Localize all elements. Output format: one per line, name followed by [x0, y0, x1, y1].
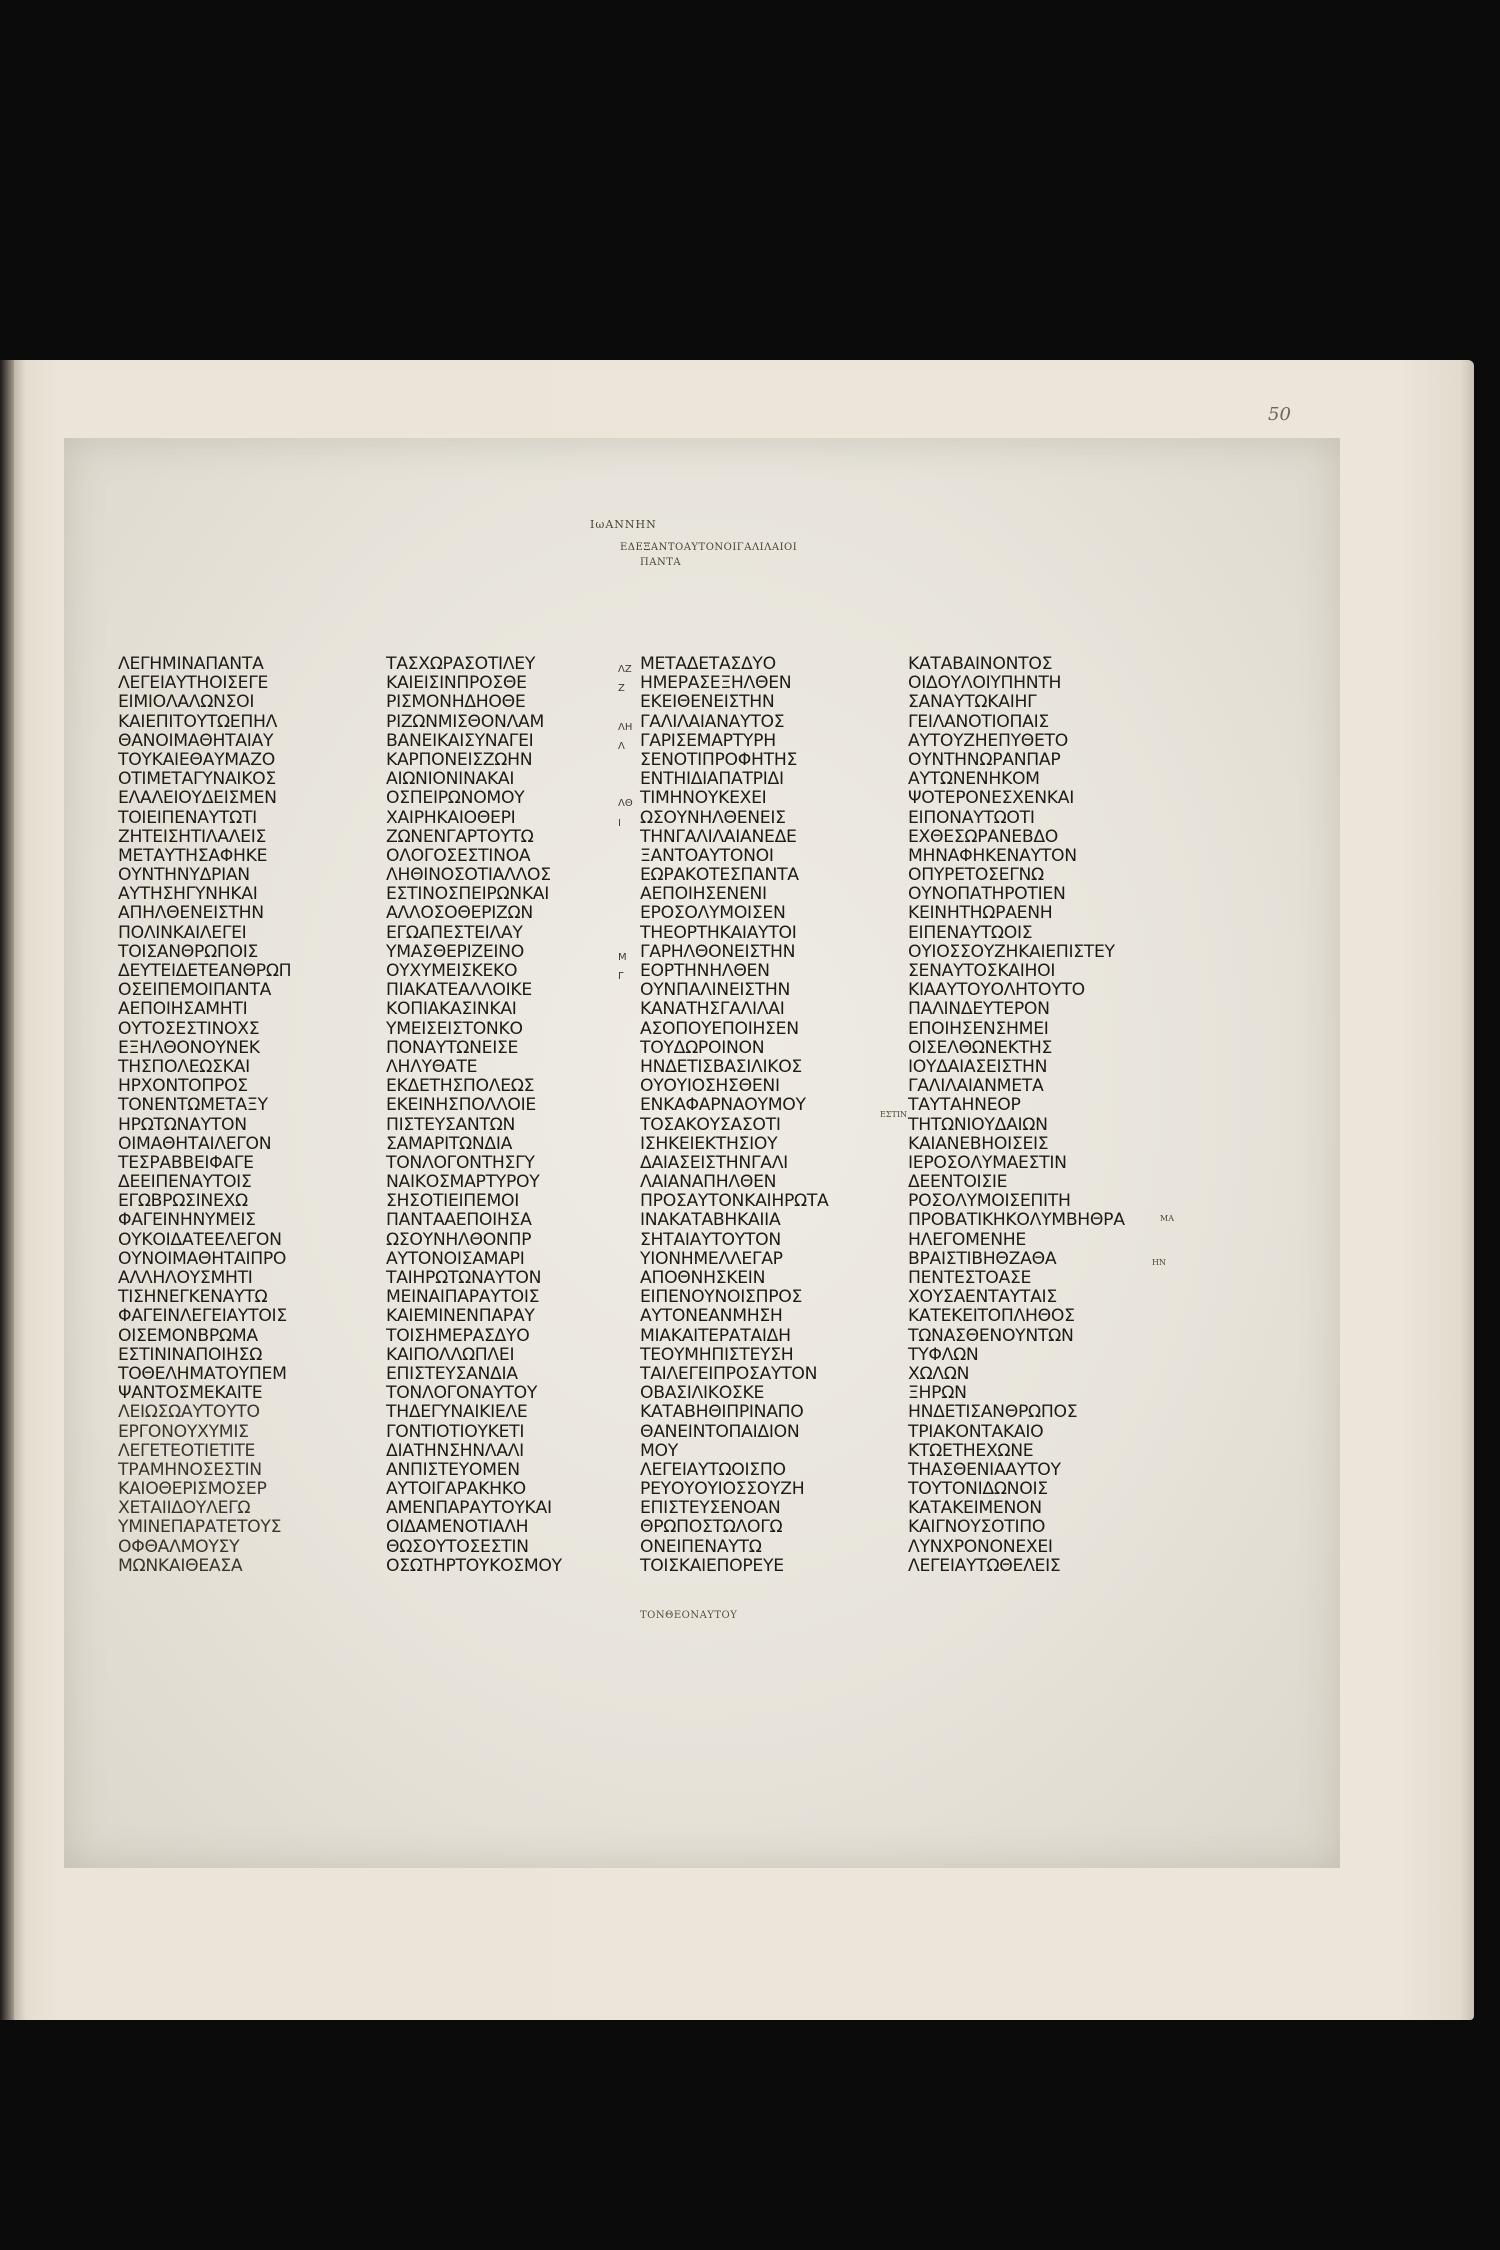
manuscript-line: ΧΩΛΩΝ — [908, 1363, 970, 1384]
marginal-note: ΕΣΤΙΝ — [880, 1110, 907, 1119]
manuscript-line: ΖΗΤΕΙΣΗΤΙΛΑΛΕΙΣ — [118, 826, 267, 847]
manuscript-line: ΛΑΙΑΝΑΠΗΛΘΕΝ — [640, 1172, 777, 1193]
manuscript-line: ΜΩΝΚΑΙΘΕΑΣΑ — [118, 1555, 243, 1576]
section-number-mark: Μ — [618, 952, 627, 963]
manuscript-line: ΩΣΟΥΝΗΛΘΕΝΕΙΣ — [640, 807, 786, 828]
manuscript-line: ΤΟΙΕΙΠΕΝΑΥΤΩΤΙ — [118, 807, 257, 828]
manuscript-line: ΚΑΙΕΜΙΝΕΝΠΑΡΑΥ — [386, 1306, 535, 1327]
manuscript-line: ΕΙΠΕΝΟΥΝΟΙΣΠΡΟΣ — [640, 1287, 803, 1308]
manuscript-line: ΜΟΥ — [640, 1440, 678, 1461]
manuscript-line: ΡΙΖΩΝΜΙΣΘΟΝΛΑΜ — [386, 711, 545, 732]
manuscript-line: ΓΑΛΙΛΑΙΑΝΑΥΤΟΣ — [640, 711, 785, 732]
section-number-mark: Ζ — [618, 683, 625, 695]
manuscript-line: ΣΕΝΟΤΙΠΡΟΦΗΤΗΣ — [640, 749, 798, 770]
manuscript-line: ΕΩΡΑΚΟΤΕΣΠΑΝΤΑ — [640, 865, 799, 886]
manuscript-line: ΟΛΟΓΟΣΕΣΤΙΝΟΑ — [386, 845, 531, 866]
manuscript-line: ΕΓΩΑΠΕΣΤΕΙΛΑΥ — [386, 922, 523, 943]
manuscript-line: ΕΟΡΤΗΝΗΛΘΕΝ — [640, 961, 770, 981]
manuscript-line: ΕΞΗΛΘΟΝΟΥΝΕΚ — [118, 1037, 260, 1058]
manuscript-line: ΙΝΑΚΑΤΑΒΗΚΑΙΙΑ — [640, 1210, 781, 1231]
manuscript-line: ΘΡΩΠΟΣΤΩΛΟΓΩ — [640, 1517, 783, 1538]
manuscript-line: ΓΕΙΛΑΝΟΤΙΟΠΑΙΣ — [908, 711, 1049, 732]
manuscript-line: ΗΝΔΕΤΙΣΑΝΘΡΩΠΟΣ — [908, 1402, 1078, 1423]
manuscript-line: ΛΗΘΙΝΟΣΟΤΙΑΛΛΟΣ — [386, 865, 551, 886]
manuscript-line: ΚΑΙΕΙΣΙΝΠΡΟΣΘΕ — [386, 673, 527, 694]
manuscript-line: ΦΑΓΕΙΝΛΕΓΕΙΑΥΤΟΙΣ — [118, 1306, 287, 1327]
manuscript-line: ΕΡΓΟΝΟΥΧΥΜΙΣ — [118, 1421, 249, 1442]
manuscript-line: ΘΑΝΕΙΝΤΟΠΑΙΔΙΟΝ — [640, 1421, 800, 1442]
manuscript-line: ΙΣΗΚΕΙΕΚΤΗΣΙΟΥ — [640, 1133, 778, 1154]
manuscript-line: ΧΑΙΡΗΚΑΙΟΘΕΡΙ — [386, 807, 516, 828]
manuscript-line: ΣΗΤΑΙΑΥΤΟΥΤΟΝ — [640, 1229, 781, 1250]
manuscript-line: ΔΕΥΤΕΙΔΕΤΕΑΝΘΡΩΠ — [118, 961, 292, 981]
manuscript-line: ΚΑΙΟΘΕΡΙΣΜΟΣΕΡ — [118, 1479, 267, 1500]
manuscript-line: ΟΙΣΕΛΘΩΝΕΚΤΗΣ — [908, 1037, 1053, 1058]
section-number-mark: ΛΗ — [618, 721, 633, 733]
section-number-mark: ΛΘ — [618, 798, 633, 810]
manuscript-line: ΞΑΝΤΟΑΥΤΟΝΟΙ — [640, 845, 774, 866]
manuscript-line: ΕΛΑΛΕΙΟΥΔΕΙΣΜΕΝ — [118, 788, 277, 809]
manuscript-line: ΤΕΣΡΑΒΒΕΙΦΑΓΕ — [118, 1152, 254, 1173]
manuscript-line: ΤΟΣΑΚΟΥΣΑΣΟΤΙ — [640, 1114, 781, 1135]
manuscript-line: ΤΗΑΣΘΕΝΙΑΑΥΤΟΥ — [908, 1459, 1061, 1480]
manuscript-line: ΤΑΥΤΑΗΝΕΟΡ — [908, 1095, 1021, 1116]
manuscript-line: ΑΥΤΗΣΗΓΥΝΗΚΑΙ — [118, 884, 258, 905]
text-column-1 — [118, 655, 358, 1576]
manuscript-line: ΟΒΑΣΙΛΙΚΟΣΚΕ — [640, 1383, 765, 1404]
manuscript-line: ΤΟΝΕΝΤΩΜΕΤΑΞΥ — [118, 1095, 268, 1116]
manuscript-line: ΑΝΠΙΣΤΕΥΟΜΕΝ — [386, 1459, 520, 1480]
manuscript-line: ΟΥΚΟΙΔΑΤΕΕΛΕΓΟΝ — [118, 1229, 282, 1250]
manuscript-line: ΟΥΤΟΣΕΣΤΙΝΟΧΣ — [118, 1018, 260, 1039]
marginal-note: ΜΑ — [1160, 1214, 1174, 1223]
manuscript-line: ΚΟΠΙΑΚΑΣΙΝΚΑΙ — [386, 999, 517, 1020]
manuscript-line: ΤΟΝΛΟΓΟΝΤΗΣΓΥ — [386, 1152, 535, 1173]
manuscript-line: ΑΜΕΝΠΑΡΑΥΤΟΥΚΑΙ — [386, 1498, 552, 1519]
manuscript-line: ΑΛΛΗΛΟΥΣΜΗΤΙ — [118, 1268, 253, 1288]
manuscript-line: ΑΥΤΟΥΖΗΕΠΥΘΕΤΟ — [908, 730, 1068, 751]
manuscript-line: ΓΟΝΤΙΟΤΙΟΥΚΕΤΙ — [386, 1421, 525, 1442]
manuscript-line: ΚΑΙΕΠΙΤΟΥΤΩΕΠΗΛ — [118, 711, 278, 732]
manuscript-line: ΤΟΝΛΟΓΟΝΑΥΤΟΥ — [386, 1383, 538, 1404]
manuscript-line: ΦΑΓΕΙΝΗΝΥΜΕΙΣ — [118, 1210, 256, 1231]
section-number-mark: Λ — [618, 740, 625, 752]
manuscript-line: ΠΡΟΣΑΥΤΟΝΚΑΙΗΡΩΤΑ — [640, 1191, 829, 1212]
manuscript-line: ΤΟΥΚΑΙΕΘΑΥΜΑΖΟ — [118, 749, 275, 770]
manuscript-line: ΤΟΥΔΩΡΟΙΝΟΝ — [640, 1037, 765, 1058]
manuscript-line: ΒΡΑΙΣΤΙΒΗΘΖΑΘΑ — [908, 1248, 1057, 1269]
manuscript-line: ΤΥΦΛΩΝ — [908, 1344, 979, 1365]
manuscript-line: ΚΤΩΕΤΗΕΧΩΝΕ — [908, 1440, 1034, 1461]
manuscript-line: ΕΡΟΣΟΛΥΜΟΙΣΕΝ — [640, 903, 786, 924]
manuscript-line: ΟΥΟΥΙΟΣΗΣΘΕΝΙ — [640, 1076, 780, 1097]
manuscript-line: ΒΑΝΕΙΚΑΙΣΥΝΑΓΕΙ — [386, 730, 534, 751]
manuscript-line: ΣΕΝΑΥΤΟΣΚΑΙΗΟΙ — [908, 961, 1056, 981]
manuscript-line: ΕΝΚΑΦΑΡΝΑΟΥΜΟΥ — [640, 1095, 806, 1116]
manuscript-line: ΠΟΝΑΥΤΩΝΕΙΣΕ — [386, 1037, 519, 1058]
manuscript-line: ΜΕΙΝΑΙΠΑΡΑΥΤΟΙΣ — [386, 1287, 540, 1308]
manuscript-line: ΟΥΙΟΣΣΟΥΖΗΚΑΙΕΠΙΣΤΕΥ — [908, 941, 1115, 962]
page-number: 50 — [1268, 404, 1291, 425]
manuscript-line: ΛΕΓΕΙΑΥΤΩΘΕΛΕΙΣ — [908, 1555, 1061, 1576]
manuscript-line: ΜΕΤΑΔΕΤΑΣΔΥΟ — [640, 654, 776, 674]
manuscript-line: ΘΩΣΟΥΤΟΣΕΣΤΙΝ — [386, 1536, 529, 1557]
manuscript-line: ΛΕΓΕΤΕΟΤΙΕΤΙΤΕ — [118, 1440, 256, 1461]
manuscript-line: ΑΥΤΟΙΓΑΡΑΚΗΚΟ — [386, 1479, 526, 1500]
manuscript-line: ΤΟΙΣΗΜΕΡΑΣΔΥΟ — [386, 1325, 530, 1346]
manuscript-line: ΟΥΝΠΑΛΙΝΕΙΣΤΗΝ — [640, 980, 791, 1001]
manuscript-line: ΜΙΑΚΑΙΤΕΡΑΤΑΙΔΗ — [640, 1325, 791, 1346]
manuscript-line: ΛΗΛΥΘΑΤΕ — [386, 1056, 478, 1077]
section-number-mark: ΛΖ — [618, 664, 632, 675]
manuscript-line: ΓΑΡΗΛΘΟΝΕΙΣΤΗΝ — [640, 941, 796, 962]
manuscript-line: ΕΙΠΕΝΑΥΤΩΟΙΣ — [908, 922, 1033, 943]
manuscript-line: ΔΑΙΑΣΕΙΣΤΗΝΓΑΛΙ — [640, 1152, 788, 1173]
manuscript-line: ΕΣΤΙΝΟΣΠΕΙΡΩΝΚΑΙ — [386, 884, 550, 905]
manuscript-line: ΟΣΠΕΙΡΩΝΟΜΟΥ — [386, 788, 525, 809]
manuscript-line: ΟΥΝΟΙΜΑΘΗΤΑΙΠΡΟ — [118, 1248, 287, 1269]
manuscript-line: ΙΕΡΟΣΟΛΥΜΑΕΣΤΙΝ — [908, 1152, 1067, 1173]
manuscript-line: ΕΠΙΣΤΕΥΣΑΝΔΙΑ — [386, 1363, 518, 1384]
manuscript-line: ΕΙΜΙΟΛΑΛΩΝΣΟΙ — [118, 692, 255, 713]
manuscript-line: ΠΡΟΒΑΤΙΚΗΚΟΛΥΜΒΗΘΡΑ — [908, 1210, 1125, 1231]
manuscript-line: ΚΙΑΑΥΤΟΥΟΛΗΤΟΥΤΟ — [908, 980, 1085, 1001]
manuscript-line: ΚΑΡΠΟΝΕΙΣΖΩΗΝ — [386, 749, 533, 770]
manuscript-line: ΕΙΠΟΝΑΥΤΩΟΤΙ — [908, 807, 1035, 828]
manuscript-line: ΠΟΛΙΝΚΑΙΛΕΓΕΙ — [118, 922, 247, 943]
section-number-mark: Γ — [618, 971, 624, 983]
manuscript-line: ΤΡΙΑΚΟΝΤΑΚΑΙΟ — [908, 1421, 1044, 1442]
marginal-correction-top — [620, 540, 880, 570]
manuscript-line: ΚΑΤΕΚΕΙΤΟΠΛΗΘΟΣ — [908, 1306, 1075, 1327]
manuscript-line: ΟΥΝΟΠΑΤΗΡΟΤΙΕΝ — [908, 884, 1066, 905]
manuscript-line: ΛΥΝΧΡΟΝΟΝΕΧΕΙ — [908, 1536, 1053, 1557]
manuscript-line: ΠΕΝΤΕΣΤΟΑΣΕ — [908, 1268, 1032, 1288]
manuscript-line: ΚΑΙΓΝΟΥΣΟΤΙΠΟ — [908, 1517, 1046, 1538]
manuscript-line: ΕΧΘΕΣΩΡΑΝΕΒΔΟ — [908, 826, 1059, 847]
page-spine-edge — [0, 360, 14, 2020]
manuscript-line: ΟΙΜΑΘΗΤΑΙΛΕΓΟΝ — [118, 1133, 272, 1154]
manuscript-line: ΟΤΙΜΕΤΑΓΥΝΑΙΚΟΣ — [118, 769, 276, 790]
manuscript-line: ΤΙΜΗΝΟΥΚΕΧΕΙ — [640, 788, 767, 809]
manuscript-line: ΨΑΝΤΟΣΜΕΚΑΙΤΕ — [118, 1383, 263, 1404]
manuscript-line: ΤΡΑΜΗΝΟΣΕΣΤΙΝ — [118, 1459, 262, 1480]
manuscript-line: ΚΕΙΝΗΤΗΩΡΑΕΝΗ — [908, 903, 1053, 924]
manuscript-line: ΟΥΝΤΗΝΩΡΑΝΠΑΡ — [908, 749, 1061, 770]
manuscript-line: ΕΚΔΕΤΗΣΠΟΛΕΩΣ — [386, 1076, 535, 1097]
manuscript-line: ΟΠΥΡΕΤΟΣΕΓΝΩ — [908, 865, 1044, 886]
manuscript-line: ΞΗΡΩΝ — [908, 1383, 967, 1404]
manuscript-line: ΔΕΕΙΠΕΝΑΥΤΟΙΣ — [118, 1172, 252, 1193]
manuscript-line: ΕΝΤΗΙΔΙΑΠΑΤΡΙΔΙ — [640, 769, 784, 790]
manuscript-line: ΗΡΧΟΝΤΟΠΡΟΣ — [118, 1076, 248, 1097]
manuscript-line: ΤΑΙΗΡΩΤΩΝΑΥΤΟΝ — [386, 1268, 542, 1288]
manuscript-line: ΕΚΕΙΝΗΣΠΟΛΛΟΙΕ — [386, 1095, 536, 1116]
manuscript-line: ΥΜΙΝΕΠΑΡΑΤΕΤΟΥΣ — [118, 1517, 282, 1538]
marginal-correction-line: ΠΑΝΤΑ — [640, 557, 682, 568]
manuscript-line: ΜΗΝΑΦΗΚΕΝΑΥΤΟΝ — [908, 845, 1077, 866]
manuscript-line: ΤΑΙΛΕΓΕΙΠΡΟΣΑΥΤΟΝ — [640, 1363, 818, 1384]
manuscript-line: ΚΑΤΑΚΕΙΜΕΝΟΝ — [908, 1498, 1042, 1519]
manuscript-line: ΚΑΤΑΒΑΙΝΟΝΤΟΣ — [908, 654, 1053, 674]
manuscript-line: ΕΣΤΙΝΙΝΑΠΟΙΗΣΩ — [118, 1344, 263, 1365]
manuscript-line: ΗΡΩΤΩΝΑΥΤΟΝ — [118, 1114, 247, 1135]
manuscript-line: ΘΑΝΟΙΜΑΘΗΤΑΙΑΥ — [118, 730, 274, 751]
manuscript-line: ΚΑΤΑΒΗΘΙΠΡΙΝΑΠΟ — [640, 1402, 804, 1423]
manuscript-line: ΤΗΔΕΓΥΝΑΙΚΙΕΛΕ — [386, 1402, 528, 1423]
manuscript-line: ΡΟΣΟΛΥΜΟΙΣΕΠΙΤΗ — [908, 1191, 1071, 1212]
manuscript-line: ΟΙΣΕΜΟΝΒΡΩΜΑ — [118, 1325, 258, 1346]
marginal-note: ΗΝ — [1152, 1258, 1166, 1267]
section-number-mark: Ι — [618, 817, 621, 829]
manuscript-line: ΛΕΓΕΙΑΥΤΗΟΙΣΕΓΕ — [118, 673, 269, 694]
manuscript-line: ΣΑΝΑΥΤΩΚΑΙΗΓ — [908, 692, 1037, 713]
manuscript-line: ΤΟΙΣΚΑΙΕΠΟΡΕΥΕ — [640, 1555, 784, 1576]
marginal-correction-bottom: ΤΟΝΘΕΟΝΑΥΤΟΥ — [640, 1610, 738, 1621]
manuscript-line: ΤΗΝΓΑΛΙΛΑΙΑΝΕΔΕ — [640, 826, 797, 847]
manuscript-line: ΠΑΛΙΝΔΕΥΤΕΡΟΝ — [908, 999, 1050, 1020]
manuscript-line: ΤΟΥΤΟΝΙΔΩΝΟΙΣ — [908, 1479, 1048, 1500]
manuscript-line: ΤΩΝΑΣΘΕΝΟΥΝΤΩΝ — [908, 1325, 1074, 1346]
manuscript-line: ΟΙΔΟΥΛΟΙΥΠΗΝΤΗ — [908, 673, 1062, 694]
manuscript-line: ΣΑΜΑΡΙΤΩΝΔΙΑ — [386, 1133, 513, 1154]
manuscript-line: ΟΦΘΑΛΜΟΥΣΥ — [118, 1536, 240, 1557]
manuscript-line: ΑΣΟΠΟΥΕΠΟΙΗΣΕΝ — [640, 1018, 799, 1039]
manuscript-line: ΕΓΩΒΡΩΣΙΝΕΧΩ — [118, 1191, 248, 1212]
manuscript-line: ΗΜΕΡΑΣΕΞΗΛΘΕΝ — [640, 673, 792, 694]
manuscript-line: ΡΕΥΟΥΟΥΙΟΣΣΟΥΖΗ — [640, 1479, 805, 1500]
manuscript-line: ΤΑΣΧΩΡΑΣΟΤΙΛΕΥ — [386, 654, 536, 674]
manuscript-line: ΓΑΛΙΛΑΙΑΝΜΕΤΑ — [908, 1076, 1044, 1097]
manuscript-line: ΠΙΣΤΕΥΣΑΝΤΩΝ — [386, 1114, 516, 1135]
manuscript-line: ΡΙΣΜΟΝΗΔΗΟΘΕ — [386, 692, 526, 713]
manuscript-line: ΠΑΝΤΑΑΕΠΟΙΗΣΑ — [386, 1210, 532, 1231]
manuscript-line: ΛΕΙΩΣΩΑΥΤΟΥΤΟ — [118, 1402, 260, 1423]
manuscript-line: ΤΕΟΥΜΗΠΙΣΤΕΥΣΗ — [640, 1344, 794, 1365]
manuscript-line: ΑΙΩΝΙΟΝΙΝΑΚΑΙ — [386, 769, 515, 790]
manuscript-line: ΔΙΑΤΗΝΣΗΝΛΑΛΙ — [386, 1440, 524, 1461]
manuscript-line: ΧΕΤΑΙΙΔΟΥΛΕΓΩ — [118, 1498, 251, 1519]
manuscript-line: ΥΜΕΙΣΕΙΣΤΟΝΚΟ — [386, 1018, 523, 1039]
manuscript-line: ΟΝΕΙΠΕΝΑΥΤΩ — [640, 1536, 762, 1557]
manuscript-line: ΓΑΡΙΣΕΜΑΡΤΥΡΗ — [640, 730, 776, 751]
running-head: ΙωΑΝΝΗΝ — [590, 518, 657, 531]
manuscript-line: ΗΝΔΕΤΙΣΒΑΣΙΛΙΚΟΣ — [640, 1056, 802, 1077]
marginal-correction-line: ΕΔΕΞΑΝΤΟΑΥΤΟΝΟΙΓΑΛΙΛΑΙΟΙ — [620, 542, 798, 553]
manuscript-line: ΟΥΧΥΜΕΙΣΚΕΚΟ — [386, 961, 518, 981]
manuscript-line: ΑΠΟΘΝΗΣΚΕΙΝ — [640, 1268, 766, 1288]
manuscript-line: ΤΗΤΩΝΙΟΥΔΑΙΩΝ — [908, 1114, 1048, 1135]
manuscript-line: ΔΕΕΝΤΟΙΣΙΕ — [908, 1172, 1008, 1193]
manuscript-line: ΖΩΝΕΝΓΑΡΤΟΥΤΩ — [386, 826, 534, 847]
manuscript-line: ΤΟΘΕΛΗΜΑΤΟΥΠΕΜ — [118, 1363, 287, 1384]
manuscript-line: ΩΣΟΥΝΗΛΘΟΝΠΡ — [386, 1229, 532, 1250]
manuscript-line: ΕΠΟΙΗΣΕΝΣΗΜΕΙ — [908, 1018, 1049, 1039]
manuscript-line: ΑΛΛΟΣΟΘΕΡΙΖΩΝ — [386, 903, 533, 924]
manuscript-line: ΑΥΤΟΝΟΙΣΑΜΑΡΙ — [386, 1248, 525, 1269]
manuscript-line: ΧΟΥΣΑΕΝΤΑΥΤΑΙΣ — [908, 1287, 1057, 1308]
manuscript-line: ΑΠΗΛΘΕΝΕΙΣΤΗΝ — [118, 903, 264, 924]
manuscript-line: ΤΗΣΠΟΛΕΩΣΚΑΙ — [118, 1056, 250, 1077]
manuscript-line: ΤΙΣΗΝΕΓΚΕΝΑΥΤΩ — [118, 1287, 268, 1308]
manuscript-line: ΟΙΔΑΜΕΝΟΤΙΑΛΗ — [386, 1517, 529, 1538]
manuscript-line: ΚΑΝΑΤΗΣΓΑΛΙΛΑΙ — [640, 999, 785, 1020]
manuscript-line: ΑΕΠΟΙΗΣΑΜΗΤΙ — [118, 999, 248, 1020]
manuscript-line: ΚΑΙΑΝΕΒΗΟΙΣΕΙΣ — [908, 1133, 1049, 1154]
manuscript-line: ΠΙΑΚΑΤΕΑΛΛΟΙΚΕ — [386, 980, 532, 1001]
manuscript-line: ΕΠΙΣΤΕΥΣΕΝΟΑΝ — [640, 1498, 781, 1519]
manuscript-line: ΛΕΓΗΜΙΝΑΠΑΝΤΑ — [118, 654, 264, 674]
manuscript-line: ΝΑΙΚΟΣΜΑΡΤΥΡΟΥ — [386, 1172, 540, 1193]
manuscript-line: ΟΣΩΤΗΡΤΟΥΚΟΣΜΟΥ — [386, 1555, 562, 1576]
manuscript-line: ΥΙΟΝΗΜΕΛΛΕΓΑΡ — [640, 1248, 783, 1269]
manuscript-line: ΟΣΕΙΠΕΜΟΙΠΑΝΤΑ — [118, 980, 272, 1001]
text-column-4 — [908, 655, 1148, 1576]
manuscript-line: ΤΟΙΣΑΝΘΡΩΠΟΙΣ — [118, 941, 259, 962]
manuscript-line: ΕΚΕΙΘΕΝΕΙΣΤΗΝ — [640, 692, 775, 713]
manuscript-line: ΜΕΤΑΥΤΗΣΑΦΗΚΕ — [118, 845, 268, 866]
manuscript-line: ΑΕΠΟΙΗΣΕΝΕΝΙ — [640, 884, 767, 905]
text-column-2 — [386, 655, 626, 1576]
manuscript-line: ΤΗΕΟΡΤΗΚΑΙΑΥΤΟΙ — [640, 922, 797, 943]
manuscript-line: ΟΥΝΤΗΝΥΔΡΙΑΝ — [118, 865, 250, 886]
manuscript-line: ΣΗΣΟΤΙΕΙΠΕΜΟΙ — [386, 1191, 519, 1212]
manuscript-line: ΗΛΕΓΟΜΕΝΗΕ — [908, 1229, 1026, 1250]
text-column-3 — [640, 655, 880, 1576]
manuscript-line: ΨΟΤΕΡΟΝΕΣΧΕΝΚΑΙ — [908, 788, 1074, 809]
manuscript-line: ΑΥΤΩΝΕΝΗΚΟΜ — [908, 769, 1040, 790]
manuscript-line: ΛΕΓΕΙΑΥΤΩΟΙΣΠΟ — [640, 1459, 786, 1480]
manuscript-line: ΑΥΤΟΝΕΑΝΜΗΣΗ — [640, 1306, 783, 1327]
manuscript-line: ΥΜΑΣΘΕΡΙΖΕΙΝΟ — [386, 941, 524, 962]
manuscript-line: ΚΑΙΠΟΛΛΩΠΛΕΙ — [386, 1344, 515, 1365]
manuscript-line: ΙΟΥΔΑΙΑΣΕΙΣΤΗΝ — [908, 1056, 1048, 1077]
